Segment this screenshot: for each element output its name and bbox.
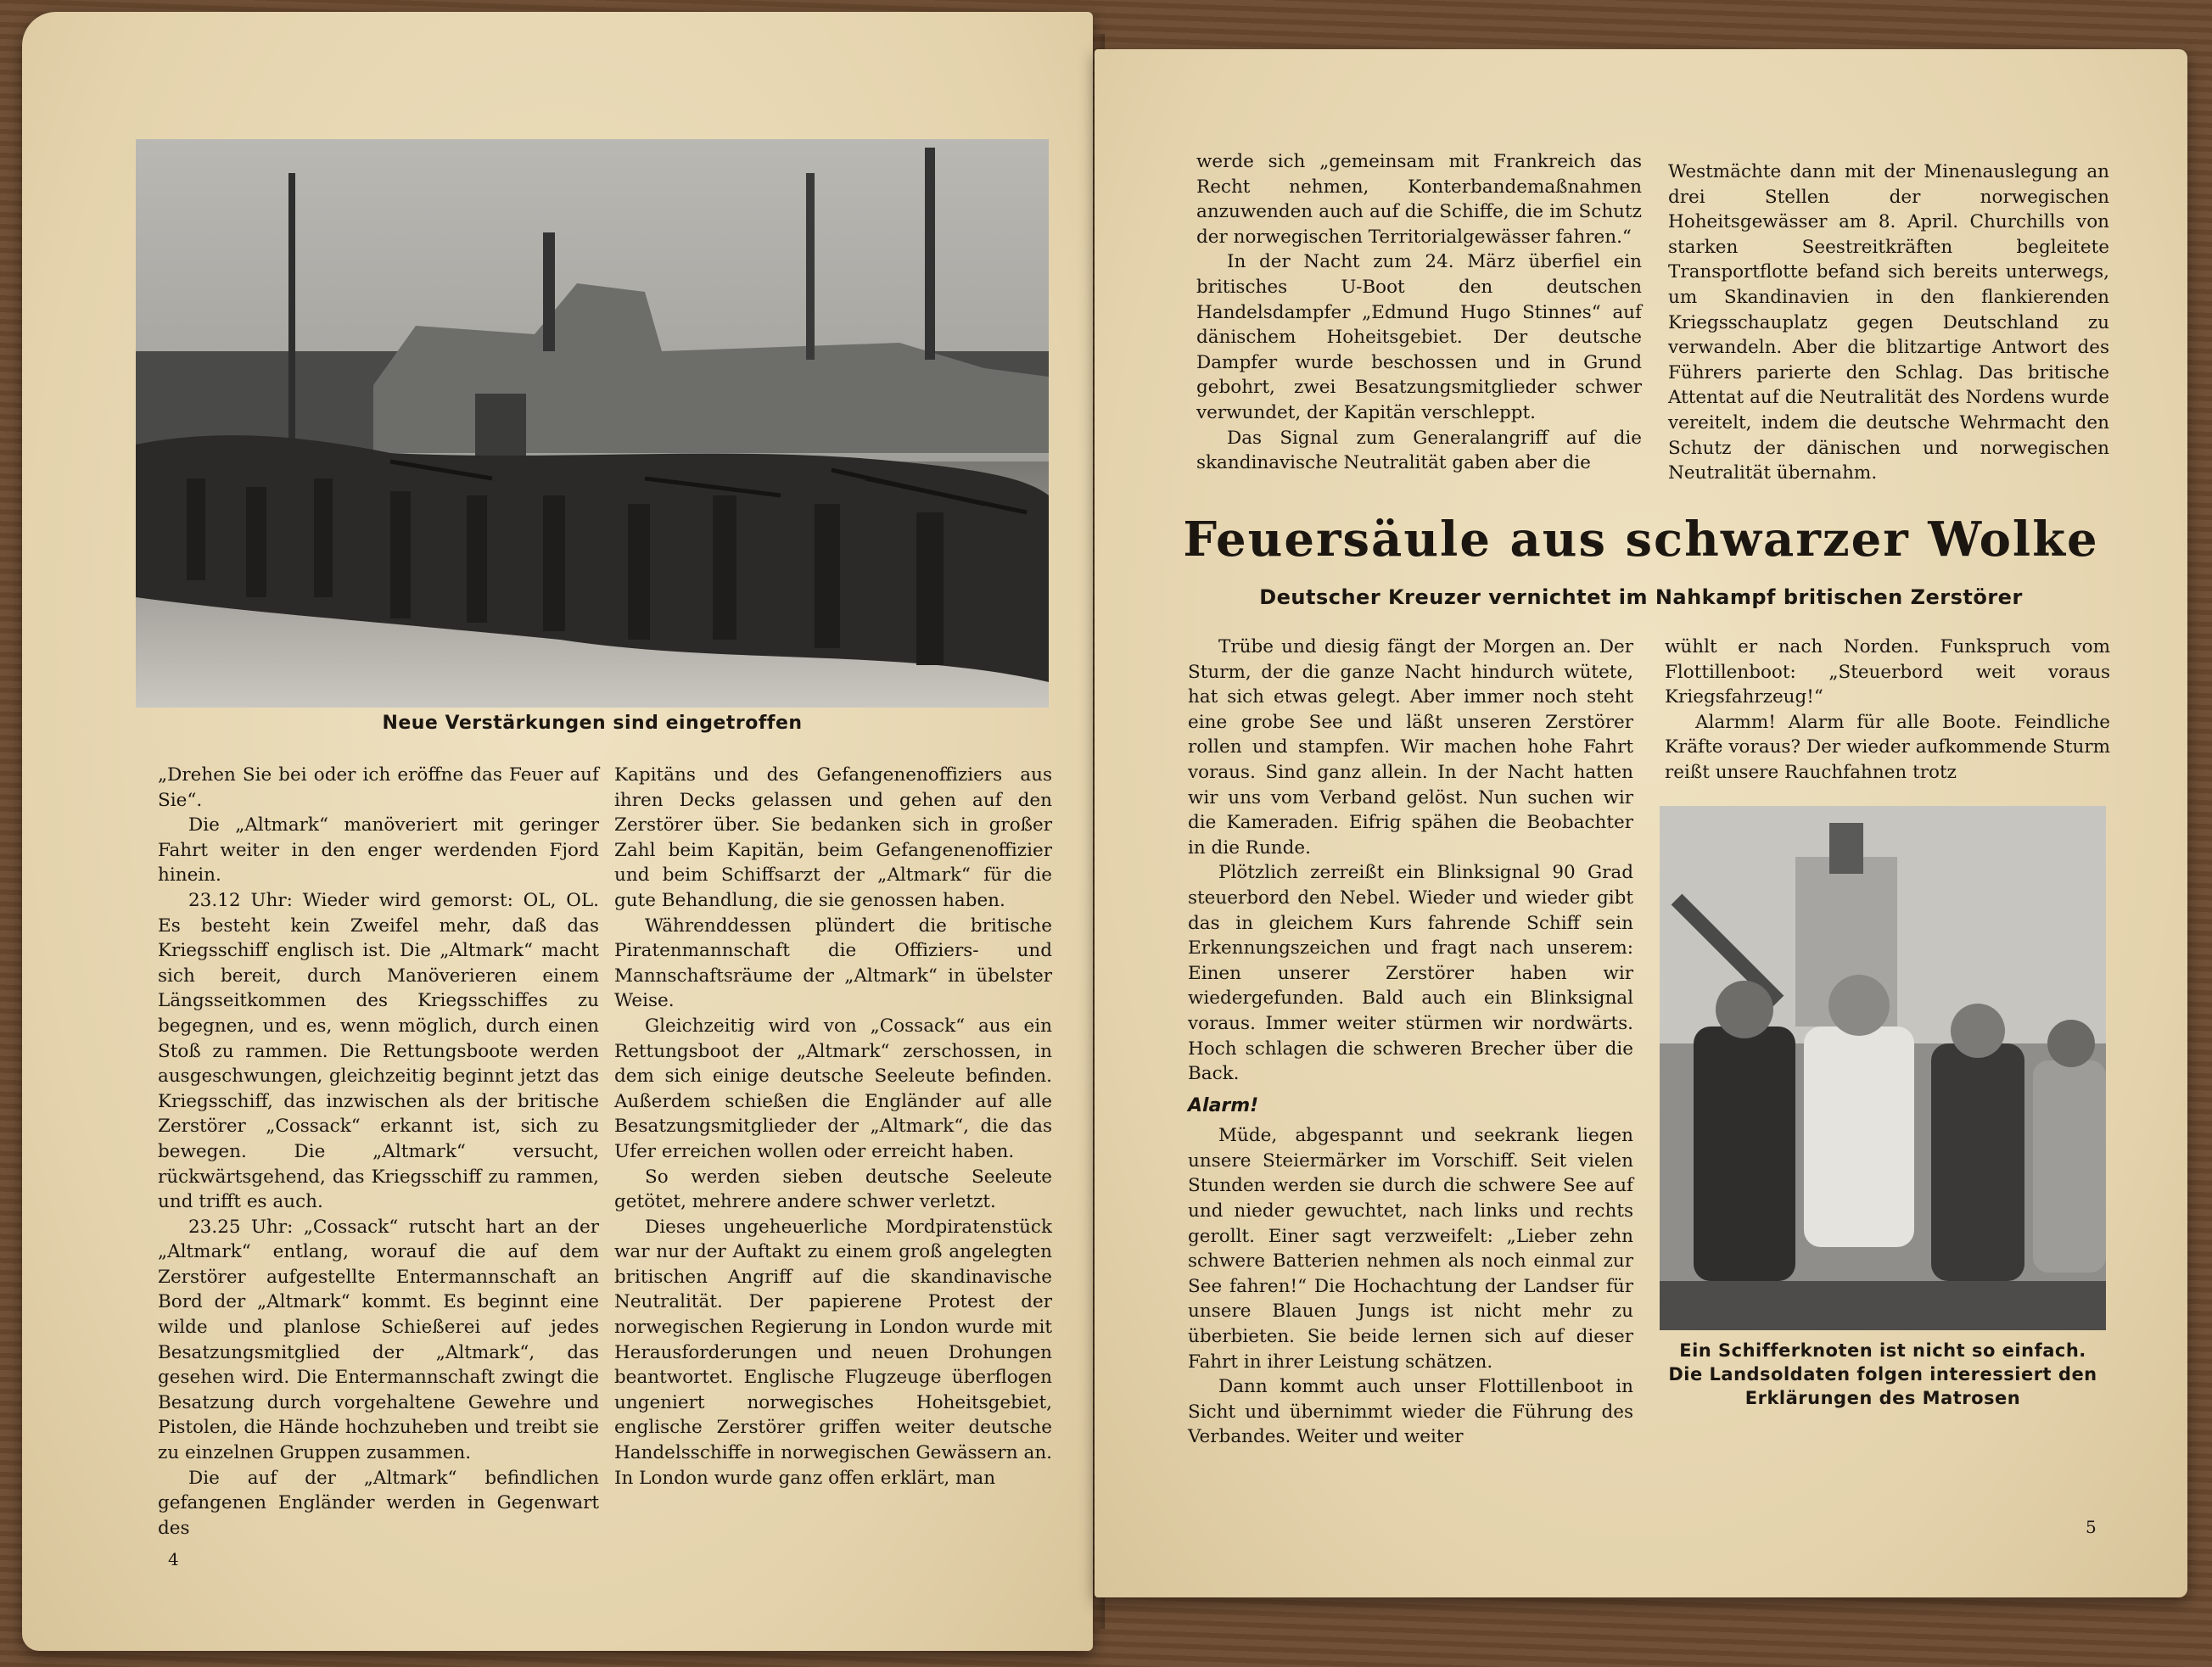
- paragraph: 23.12 Uhr: Wieder wird gemorst: OL, OL. Es besteht kein Zweifel mehr, daß das Kriegsschiff englisch ist. Die „Altmark“ macht sich bereit, durch Manöverieren einem Längsseitkommen des Kriegsschiffes zu begegnen, und es, wenn möglich, durch einen Stoß zu rammen. Die Rettungsboote werden ausgeschwungen, gleichzeitig beginnt jetzt das Kriegsschiff, das inzwischen als der britische Zerstörer „Cossack“ erkannt ist, sich zu bewegen. Die „Altmark“ versucht, rückwärtsgehend, das Kriegsschiff zu rammen, und trifft es auch.: [158, 889, 599, 1213]
- paragraph: Gleichzeitig wird von „Cossack“ aus ein Rettungsboot der „Altmark“ zerschossen, in dem sich einige deutsche Seeleute befinden. Außerdem schießen die Engländer auf alle Besatzungsmitglieder der „Altmark“, die das Ufer erreichen wollen oder erreicht haben.: [614, 1015, 1052, 1162]
- right-top-column-1: [1196, 149, 1642, 476]
- paragraph: Westmächte dann mit der Minenauslegung an drei Stellen der norwegischen Hoheitsgewässer am 8. April. Churchills von starken Seestreitkräften begleitete Transportflotte befand sich bereits unterwegs, um Skandinavien in den flankierenden Kriegsschauplatz gegen Deutschland zu verwandeln. Aber die blitzartige Antwort des Führers parierte den Schlag. Das britische Attentat auf die Neutralität des Nordens wurde vereitelt, indem die deutsche Wehrmacht den Schutz der dänischen und norwegischen Neutralität übernahm.: [1668, 161, 2109, 484]
- paragraph: „Drehen Sie bei oder ich eröffne das Feuer auf Sie“.: [158, 764, 599, 811]
- paragraph: 23.25 Uhr: „Cossack“ rutscht hart an der „Altmark“ entlang, worauf die auf dem Zerstörer aufgestellte Entermannschaft an Bord der „Altmark“ kommt. Es beginnt eine wilde und planlose Schießerei auf jedes Besatzungsmitglied der „Altmark“, das gesehen wird. Die Entermannschaft zwingt die Besatzung durch vorgehaltene Gewehre und Pistolen, die Hände hochzuheben und treibt sie zu einzelnen Gruppen zusammen.: [158, 1216, 599, 1464]
- section-heading: Alarm!: [1188, 1094, 1259, 1116]
- paragraph: Plötzlich zerreißt ein Blinksignal 90 Grad steuerbord den Nebel. Wieder und wieder gibt das in gleichem Kurs fahrende Schiff sein Erkennungszeichen und fragt nach unserem: Einen unserer Zerstörer haben wir wiedergefunden. Bald auch ein Blinksignal voraus. Immer weiter stürmen wir nordwärts. Hoch schlagen die schweren Brecher über die Back.: [1188, 862, 1633, 1085]
- photo-caption: Neue Verstärkungen sind eingetroffen: [382, 713, 803, 734]
- paragraph: wühlt er nach Norden. Funkspruch vom Flottillenboot: „Steuerbord weit voraus Kriegsfahrzeug!“: [1665, 636, 2110, 708]
- paragraph: Die „Altmark“ manöveriert mit geringer Fahrt weiter in den enger werdenden Fjord hinein.: [158, 814, 599, 887]
- article-subheadline: Deutscher Kreuzer vernichtet im Nahkampf britischen Zerstörer: [1259, 585, 2023, 609]
- paragraph: werde sich „gemeinsam mit Frankreich das Recht nehmen, Konterbandemaßnahmen anzuwenden auch auf die Schiffe, die im Schutz der norwegischen Territorialgewässer fahren.“: [1196, 151, 1642, 248]
- photo-caption-line-2: Die Landsoldaten folgen interessiert den Erklärungen des Matrosen: [1668, 1364, 2097, 1408]
- left-column-2: [614, 763, 1052, 1491]
- photo-caption-line-1: Ein Schifferknoten ist nicht so einfach.: [1679, 1340, 2086, 1361]
- left-column-1: [158, 763, 599, 1541]
- paragraph: Trübe und diesig fängt der Morgen an. Der Sturm, der die ganze Nacht hindurch wütete, hat sich etwas gelegt. Aber immer noch steht eine grobe See und läßt unseren Zerstörer rollen und stampfen. Wir machen hohe Fahrt voraus. Sind ganz allein. In der Nacht hatten wir uns vom Verband gelöst. Nun suchen wir die Kameraden. Eifrig spähen die Beobachter in die Runde.: [1188, 636, 1633, 859]
- paragraph: Alarmm! Alarm für alle Boote. Feindliche Kräfte voraus? Der wieder aufkommende Sturm reißt unsere Rauchfahnen trotz: [1665, 711, 2110, 783]
- left-page: [22, 12, 1093, 1651]
- paragraph: Währenddessen plündert die britische Piratenmannschaft die Offiziers- und Mannschaftsräume der „Altmark“ in übelster Weise.: [614, 915, 1052, 1012]
- paragraph: So werden sieben deutsche Seeleute getötet, mehrere andere schwer verletzt.: [614, 1166, 1052, 1213]
- paragraph: Dann kommt auch unser Flottillenboot in Sicht und übernimmt wieder die Führung des Verbandes. Weiter und weiter: [1188, 1376, 1633, 1448]
- paragraph: Das Signal zum Generalangriff auf die skandinavische Neutralität gaben aber die: [1196, 427, 1642, 474]
- sailors-on-deck-photo-icon: [1660, 806, 2106, 1330]
- paragraph: Müde, abgespannt und seekrank liegen unsere Steiermärker im Vorschiff. Seit vielen Stunden werden sie durch die schwere See auf und nieder gewuchtet, nach links und rechts gerollt. Einer sagt verzweifelt: „Lieber zehn schwere Batterien nehmen als noch einmal zur See fahren!“ Die Hochachtung der Landser für unsere Blauen Jungs ist nicht mehr zu überbieten. Sie beide lernen sich auf dieser Fahrt in ihrer Leistung schätzen.: [1188, 1125, 1633, 1373]
- right-page: [1095, 49, 2187, 1597]
- paragraph: In der Nacht zum 24. März überfiel ein britisches U-Boot den deutschen Handelsdampfer „Edmund Hugo Stinnes“ auf dänischem Hoheitsgebiet. Der deutsche Dampfer wurde beschossen und in Grund gebohrt, zwei Besatzungsmitglieder schwer verwundet, der Kapitän verschleppt.: [1196, 251, 1642, 423]
- paragraph: Kapitäns und des Gefangenenoffiziers aus ihren Decks gelassen und gehen auf den Zerstörer über. Sie bedanken sich in großer Zahl beim Kapitän, beim Gefangenenoffizier und beim Schiffsarzt der „Altmark“ für die gute Behandlung, die sie genossen haben.: [614, 764, 1052, 911]
- page-number: 5: [2086, 1517, 2097, 1537]
- paragraph: Die auf der „Altmark“ befindlichen gefangenen Engländer werden in Gegenwart des: [158, 1467, 599, 1539]
- article-headline: Feuersäule aus schwarzer Wolke: [1183, 512, 2099, 568]
- page-number: 4: [168, 1549, 179, 1569]
- soldiers-marching-photo-icon: [136, 139, 1049, 708]
- right-column-1: [1188, 635, 1633, 1450]
- photo-caption: [1655, 1339, 2111, 1410]
- right-column-2: [1665, 635, 2110, 786]
- right-top-column-2: [1668, 159, 2109, 486]
- paragraph: Dieses ungeheuerliche Mordpiratenstück war nur der Auftakt zu einem groß angelegten britischen Angriff auf die skandinavische Neutralität. Der papierene Protest der norwegischen Regierung in London wurde mit Herausforderungen und neuen Drohungen beantwortet. Englische Flugzeuge überflogen ungeniert norwegisches Hoheitsgebiet, englische Zerstörer griffen weiter deutsche Handelsschiffe in norwegischen Gewässern an. In London wurde ganz offen erklärt, man: [614, 1216, 1052, 1489]
